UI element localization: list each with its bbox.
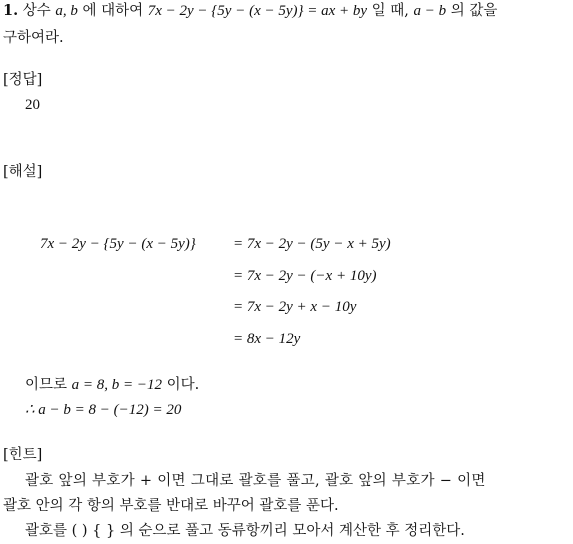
- problem-target: a − b: [413, 3, 447, 19]
- problem-text-post: 일 때,: [371, 3, 409, 19]
- solution-conclusion-2: ∴ a − b = 8 − (−12) = 20: [25, 402, 182, 418]
- solution-step-2: = 7x − 2y − (−x + 10y): [233, 268, 377, 284]
- hint-line-3: 괄호를 ( ) { } 의 순으로 풀고 동류항끼리 모아서 계산한 후 정리한다.: [25, 523, 465, 539]
- hint-line-2: 괄호 안의 각 항의 부호를 반대로 바꾸어 괄호를 푼다.: [3, 498, 339, 514]
- solution-label: [해설]: [3, 164, 43, 180]
- conclusion-end: 이다.: [166, 377, 200, 393]
- problem-expression: 7x − 2y − {5y − (x − 5y)} = ax + by: [147, 3, 368, 19]
- conclusion-text: 이므로: [25, 377, 68, 393]
- problem-line-1: [3, 2, 497, 20]
- problem-text-pre: 상수: [22, 3, 51, 19]
- problem-vars: a, b: [55, 3, 78, 19]
- answer-label: [정답]: [3, 72, 43, 88]
- problem-text-end: 의 값을: [450, 3, 498, 19]
- solution-step-4: = 8x − 12y: [233, 331, 301, 347]
- problem-text-mid: 에 대하여: [82, 3, 144, 19]
- solution-conclusion-1: [25, 376, 199, 394]
- hint-line-1: 괄호 앞의 부호가 + 이면 그대로 괄호를 풀고, 괄호 앞의 부호가 − 이면: [25, 473, 486, 489]
- problem-number: 1.: [3, 2, 19, 19]
- solution-step-1: = 7x − 2y − (5y − x + 5y): [233, 236, 391, 252]
- conclusion-values: a = 8, b = −12: [71, 377, 163, 393]
- hint-label: [힌트]: [3, 447, 43, 463]
- answer-value: 20: [25, 97, 40, 113]
- problem-line-2: 구하여라.: [3, 30, 64, 46]
- solution-step-3: = 7x − 2y + x − 10y: [233, 299, 357, 315]
- solution-lhs: 7x − 2y − {5y − (x − 5y)}: [40, 236, 196, 252]
